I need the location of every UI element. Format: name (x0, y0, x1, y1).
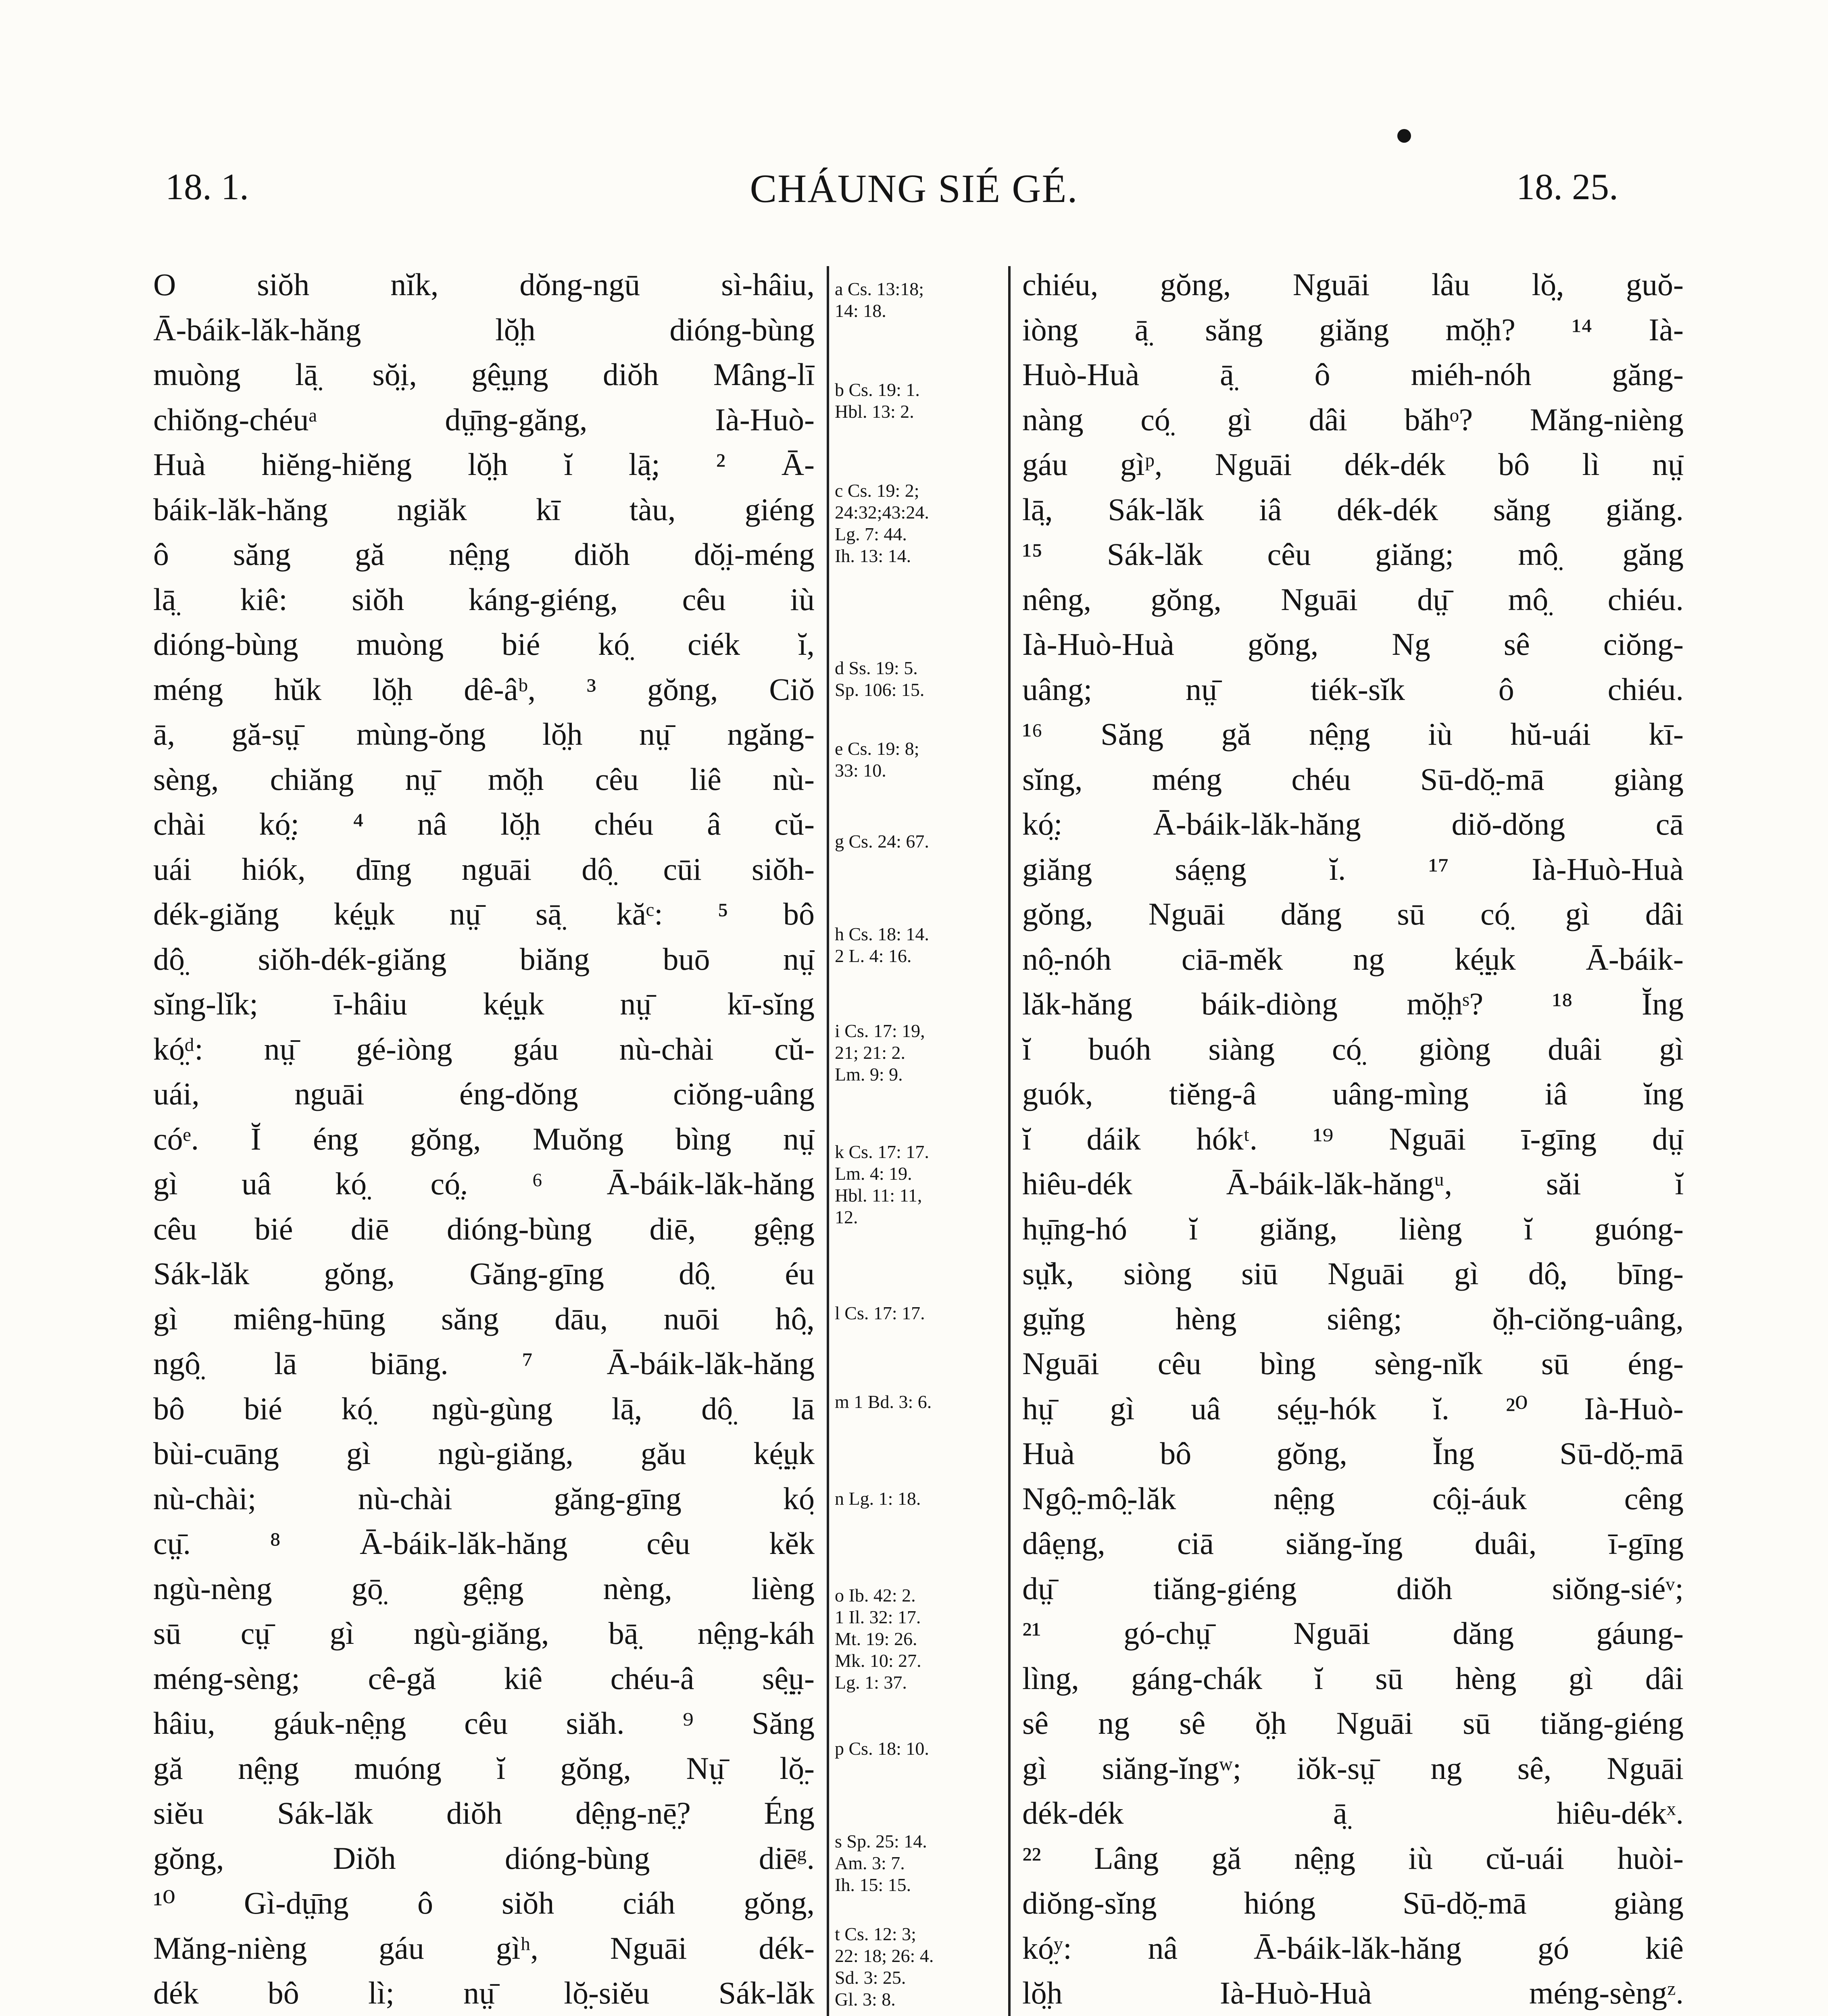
text-line: gì uâ kó̤ có̤. ⁶ Ā-báik-lăk-hăng (153, 1166, 815, 1201)
text-line: ²¹ gó-chṳ̄ Nguāi dăng gáung- (1022, 1616, 1684, 1651)
text-line: Huà hiĕng-hiĕng lŏ̤h ĭ lā̤; ² Ā- (153, 447, 815, 482)
text-line: dék-dék ā̤ hiêu-dékˣ. (1022, 1795, 1684, 1831)
chapter-verse-start: 18. 1. (165, 166, 249, 207)
column-rule-left (827, 266, 829, 2016)
text-line: Nguāi cêu bìng sèng-nĭk sū éng- (1022, 1346, 1684, 1381)
text-line: hiêu-dék Ā-báik-lăk-hăngᵘ, săi ĭ (1022, 1166, 1684, 1201)
text-line: bùi-cuāng gì ngù-giăng, gău ké̤ṳk (153, 1436, 815, 1471)
text-line: kó̤ʸ: nâ Ā-báik-lăk-hăng gó kiê (1022, 1930, 1684, 1966)
text-line: dâe̤ng, ciā siăng-ĭng duâi, ī-gīng (1022, 1526, 1684, 1561)
text-line: nù-chài; nù-chài găng-gīng kó̤ (153, 1481, 815, 1516)
text-line: chài kó̤: ⁴ nâ lŏ̤h chéu â cŭ- (153, 806, 815, 841)
text-line: giăng sáe̤ng ĭ. ¹⁷ Ià-Huò-Huà (1022, 851, 1684, 887)
text-line: lŏ̤h Ià-Huò-Huà méng-sèngᶻ. (1022, 1975, 1684, 2010)
text-line: ¹⁵ Sák-lăk cêu giăng; mô̤ găng (1022, 537, 1684, 572)
text-line: muòng lā̤ sŏ̤i, gê̤ṳng diŏh Mâng-lī (153, 357, 815, 392)
text-line: uâng; nṳ̄ tiék-sĭk ô chiéu. (1022, 671, 1684, 707)
cross-reference: c Cs. 19: 2; 24:32;43:24. Lg. 7: 44. Ih. 13: 14. (835, 480, 929, 566)
text-line: ā, gă-sṳ̄ mùng-ŏng lŏ̤h nṳ̄ ngăng- (153, 716, 815, 752)
text-line: bô bié kó̤ ngù-gùng lā̤, dô̤ lā (153, 1391, 815, 1426)
running-header (0, 165, 1828, 246)
text-line: chiéu, gŏng, Nguāi lâu lŏ̤, guŏ- (1022, 267, 1684, 302)
text-line: hṳ̄ gì uâ sé̤ṳ-hók ĭ. ²⁰ Ià-Huò- (1022, 1391, 1684, 1426)
cross-reference: h Cs. 18: 14. 2 L. 4: 16. (835, 924, 929, 966)
text-line: Ngô̤-mô̤-lăk nê̤ng cô̤i-áuk cêng (1022, 1481, 1684, 1516)
column-rule-right (1008, 266, 1011, 2016)
text-line: dék bô lì; nṳ̄ lŏ̤-siĕu Sák-lăk (153, 1975, 815, 2010)
text-line: ô săng gă nê̤ng diŏh dŏ̤i-méng (153, 537, 815, 572)
chapter-verse-end: 18. 25. (1516, 166, 1618, 207)
print-mark (1397, 129, 1411, 143)
cross-reference: b Cs. 19: 1. Hbl. 13: 2. (835, 379, 920, 422)
cross-reference: m 1 Bd. 3: 6. (835, 1391, 932, 1412)
cross-reference: d Ss. 19: 5. Sp. 106: 15. (835, 658, 925, 700)
text-line: dék-giăng ké̤ṳk nṳ̄ sā̤ kăᶜ: ⁵ bô (153, 896, 815, 931)
left-text-column (153, 262, 815, 2016)
text-line: sê ng sê ŏ̤h Nguāi sū tiăng-giéng (1022, 1706, 1684, 1741)
text-line: lìng, gáng-chák ĭ sū hèng gì dâi (1022, 1660, 1684, 1696)
cross-reference: s Sp. 25: 14. Am. 3: 7. Ih. 15: 15. (835, 1831, 927, 1895)
text-line: ¹⁶ Săng gă nê̤ng iù hŭ-uái kī- (1022, 716, 1684, 752)
text-line: gŏng, Nguāi dăng sū có̤ gì dâi (1022, 896, 1684, 931)
text-line: ĭ buóh siàng có̤ giòng duâi gì (1022, 1031, 1684, 1066)
text-line: gì siăng-ĭngʷ; iŏk-sṳ̄ ng sê, Nguāi (1022, 1750, 1684, 1786)
text-line: nàng có̤ gì dâi băhᵒ? Măng-nièng (1022, 402, 1684, 437)
text-line: Sák-lăk gŏng, Găng-gīng dô̤ éu (153, 1256, 815, 1291)
text-line: Ā-báik-lăk-hăng lŏ̤h dióng-bùng (153, 312, 815, 347)
text-line: nô̤-nóh ciā-mĕk ng ké̤ṳk Ā-báik- (1022, 941, 1684, 977)
book-title: CHÁUNG SIÉ GÉ. (750, 166, 1078, 211)
cross-reference: n Lg. 1: 18. (835, 1488, 921, 1509)
text-line: sèng, chiăng nṳ̄ mŏ̤h cêu liê nù- (153, 761, 815, 797)
text-line: chiŏng-chéuᵃ dṳ̄ng-găng, Ià-Huò- (153, 402, 815, 437)
text-line: méng hŭk lŏ̤h dê-âᵇ, ³ gŏng, Ciŏ (153, 671, 815, 707)
text-line: hâiu, gáuk-nê̤ng cêu siăh. ⁹ Săng (153, 1706, 815, 1741)
text-line: Ià-Huò-Huà gŏng, Ng sê ciŏng- (1022, 627, 1684, 662)
text-line: uái hiók, dīng nguāi dô̤ cūi siŏh- (153, 851, 815, 887)
cross-reference: p Cs. 18: 10. (835, 1738, 929, 1759)
text-line: lā̤ kiê: siŏh káng-giéng, cêu iù (153, 581, 815, 617)
text-line: cóᵉ. Ĭ éng gŏng, Muŏng bìng nṳ̄ (153, 1121, 815, 1156)
text-line: sĭng-lĭk; ī-hâiu ké̤ṳk nṳ̄ kī-sĭng (153, 986, 815, 1021)
text-line: cêu bié diē dióng-bùng diē, gê̤ng (153, 1211, 815, 1246)
text-line: cṳ̄. ⁸ Ā-báik-lăk-hăng cêu kĕk (153, 1526, 815, 1561)
text-line: uái, nguāi éng-dŏng ciŏng-uâng (153, 1076, 815, 1111)
text-line: O siŏh nĭk, dŏng-ngū sì-hâiu, (153, 267, 815, 302)
text-line: diŏng-sĭng hióng Sū-dŏ̤-mā giàng (1022, 1885, 1684, 1920)
text-line: nêng, gŏng, Nguāi dṳ̄ mô̤ chiéu. (1022, 581, 1684, 617)
text-line: ĭ dáik hókᵗ. ¹⁹ Nguāi ī-gīng dṳ̄ (1022, 1121, 1684, 1156)
text-line: sĭng, méng chéu Sū-dŏ̤-mā giàng (1022, 761, 1684, 797)
text-line: gáu gìᵖ, Nguāi dék-dék bô lì nṳ̄ (1022, 447, 1684, 482)
text-line: dṳ̄ tiăng-giéng diŏh siŏng-siéᵛ; (1022, 1570, 1684, 1606)
cross-reference: k Cs. 17: 17. Lm. 4: 19. Hbl. 11: 11, 12. (835, 1141, 929, 1227)
text-line: méng-sèng; cê-gă kiê chéu-â sê̤ṳ- (153, 1660, 815, 1696)
cross-reference: e Cs. 19: 8; 33: 10. (835, 738, 919, 781)
text-line: kó̤: Ā-báik-lăk-hăng diŏ-dŏng cā (1022, 806, 1684, 841)
text-line: Măng-nièng gáu gìʰ, Nguāi dék- (153, 1930, 815, 1966)
right-text-column (1022, 262, 1684, 2016)
text-line: siĕu Sák-lăk diŏh dê̤ng-nē̤? Éng (153, 1795, 815, 1831)
cross-reference: l Cs. 17: 17. (835, 1303, 925, 1323)
text-line: sṳ̆k, siòng siū Nguāi gì dô̤, bīng- (1022, 1256, 1684, 1291)
text-line: gṳ̆ng hèng siêng; ŏ̤h-ciŏng-uâng, (1022, 1301, 1684, 1336)
text-line: ²² Lâng gă nê̤ng iù cŭ-uái huòi- (1022, 1840, 1684, 1876)
cross-reference: g Cs. 24: 67. (835, 831, 929, 852)
text-line: kó̤ᵈ: nṳ̄ gé-iòng gáu nù-chài cŭ- (153, 1031, 815, 1066)
text-line: lăk-hăng báik-diòng mŏ̤hˢ? ¹⁸ Ĭng (1022, 986, 1684, 1021)
text-line: gă nê̤ng muóng ĭ gŏng, Nṳ̄ lŏ̤- (153, 1750, 815, 1786)
text-line: Huà bô gŏng, Ĭng Sū-dŏ̤-mā (1022, 1436, 1684, 1471)
cross-reference: o Ib. 42: 2. 1 Il. 32: 17. Mt. 19: 26. Mk. 10: 27. Lg. 1: 37. (835, 1585, 921, 1693)
text-line: gì miêng-hūng săng dāu, nuōi hô̤, (153, 1301, 815, 1336)
cross-reference: a Cs. 13:18; 14: 18. (835, 279, 924, 321)
text-line: báik-lăk-hăng ngiăk kī tàu, giéng (153, 492, 815, 527)
text-line: hṳ̄ng-hó ĭ giăng, lièng ĭ guóng- (1022, 1211, 1684, 1246)
text-line: ngô̤ lā biāng. ⁷ Ā-báik-lăk-hăng (153, 1346, 815, 1381)
text-line: gŏng, Diŏh dióng-bùng diēᵍ. (153, 1840, 815, 1876)
text-line: lā̤, Sák-lăk iâ dék-dék săng giăng. (1022, 492, 1684, 527)
cross-reference: i Cs. 17: 19, 21; 21: 2. Lm. 9: 9. (835, 1020, 925, 1085)
text-line: iòng ā̤ săng giăng mŏ̤h? ¹⁴ Ià- (1022, 312, 1684, 347)
cross-reference: t Cs. 12: 3; 22: 18; 26: 4. Sd. 3: 25. Gl. 3: 8. (835, 1924, 934, 2010)
text-line: ¹⁰ Gì-dṳ̄ng ô siŏh ciáh gŏng, (153, 1885, 815, 1920)
text-line: Huò-Huà ā̤ ô miéh-nóh găng- (1022, 357, 1684, 392)
text-line: dióng-bùng muòng bié kó̤ ciék ĭ, (153, 627, 815, 662)
text-line: guók, tiĕng-â uâng-mìng iâ ĭng (1022, 1076, 1684, 1111)
text-line: dô̤ siŏh-dék-giăng biăng buō nṳ̄ (153, 941, 815, 977)
text-line: ngù-nèng gō̤ gê̤ng nèng, lièng (153, 1570, 815, 1606)
text-line: sū cṳ̄ gì ngù-giăng, bā̤ nê̤ng-káh (153, 1616, 815, 1651)
